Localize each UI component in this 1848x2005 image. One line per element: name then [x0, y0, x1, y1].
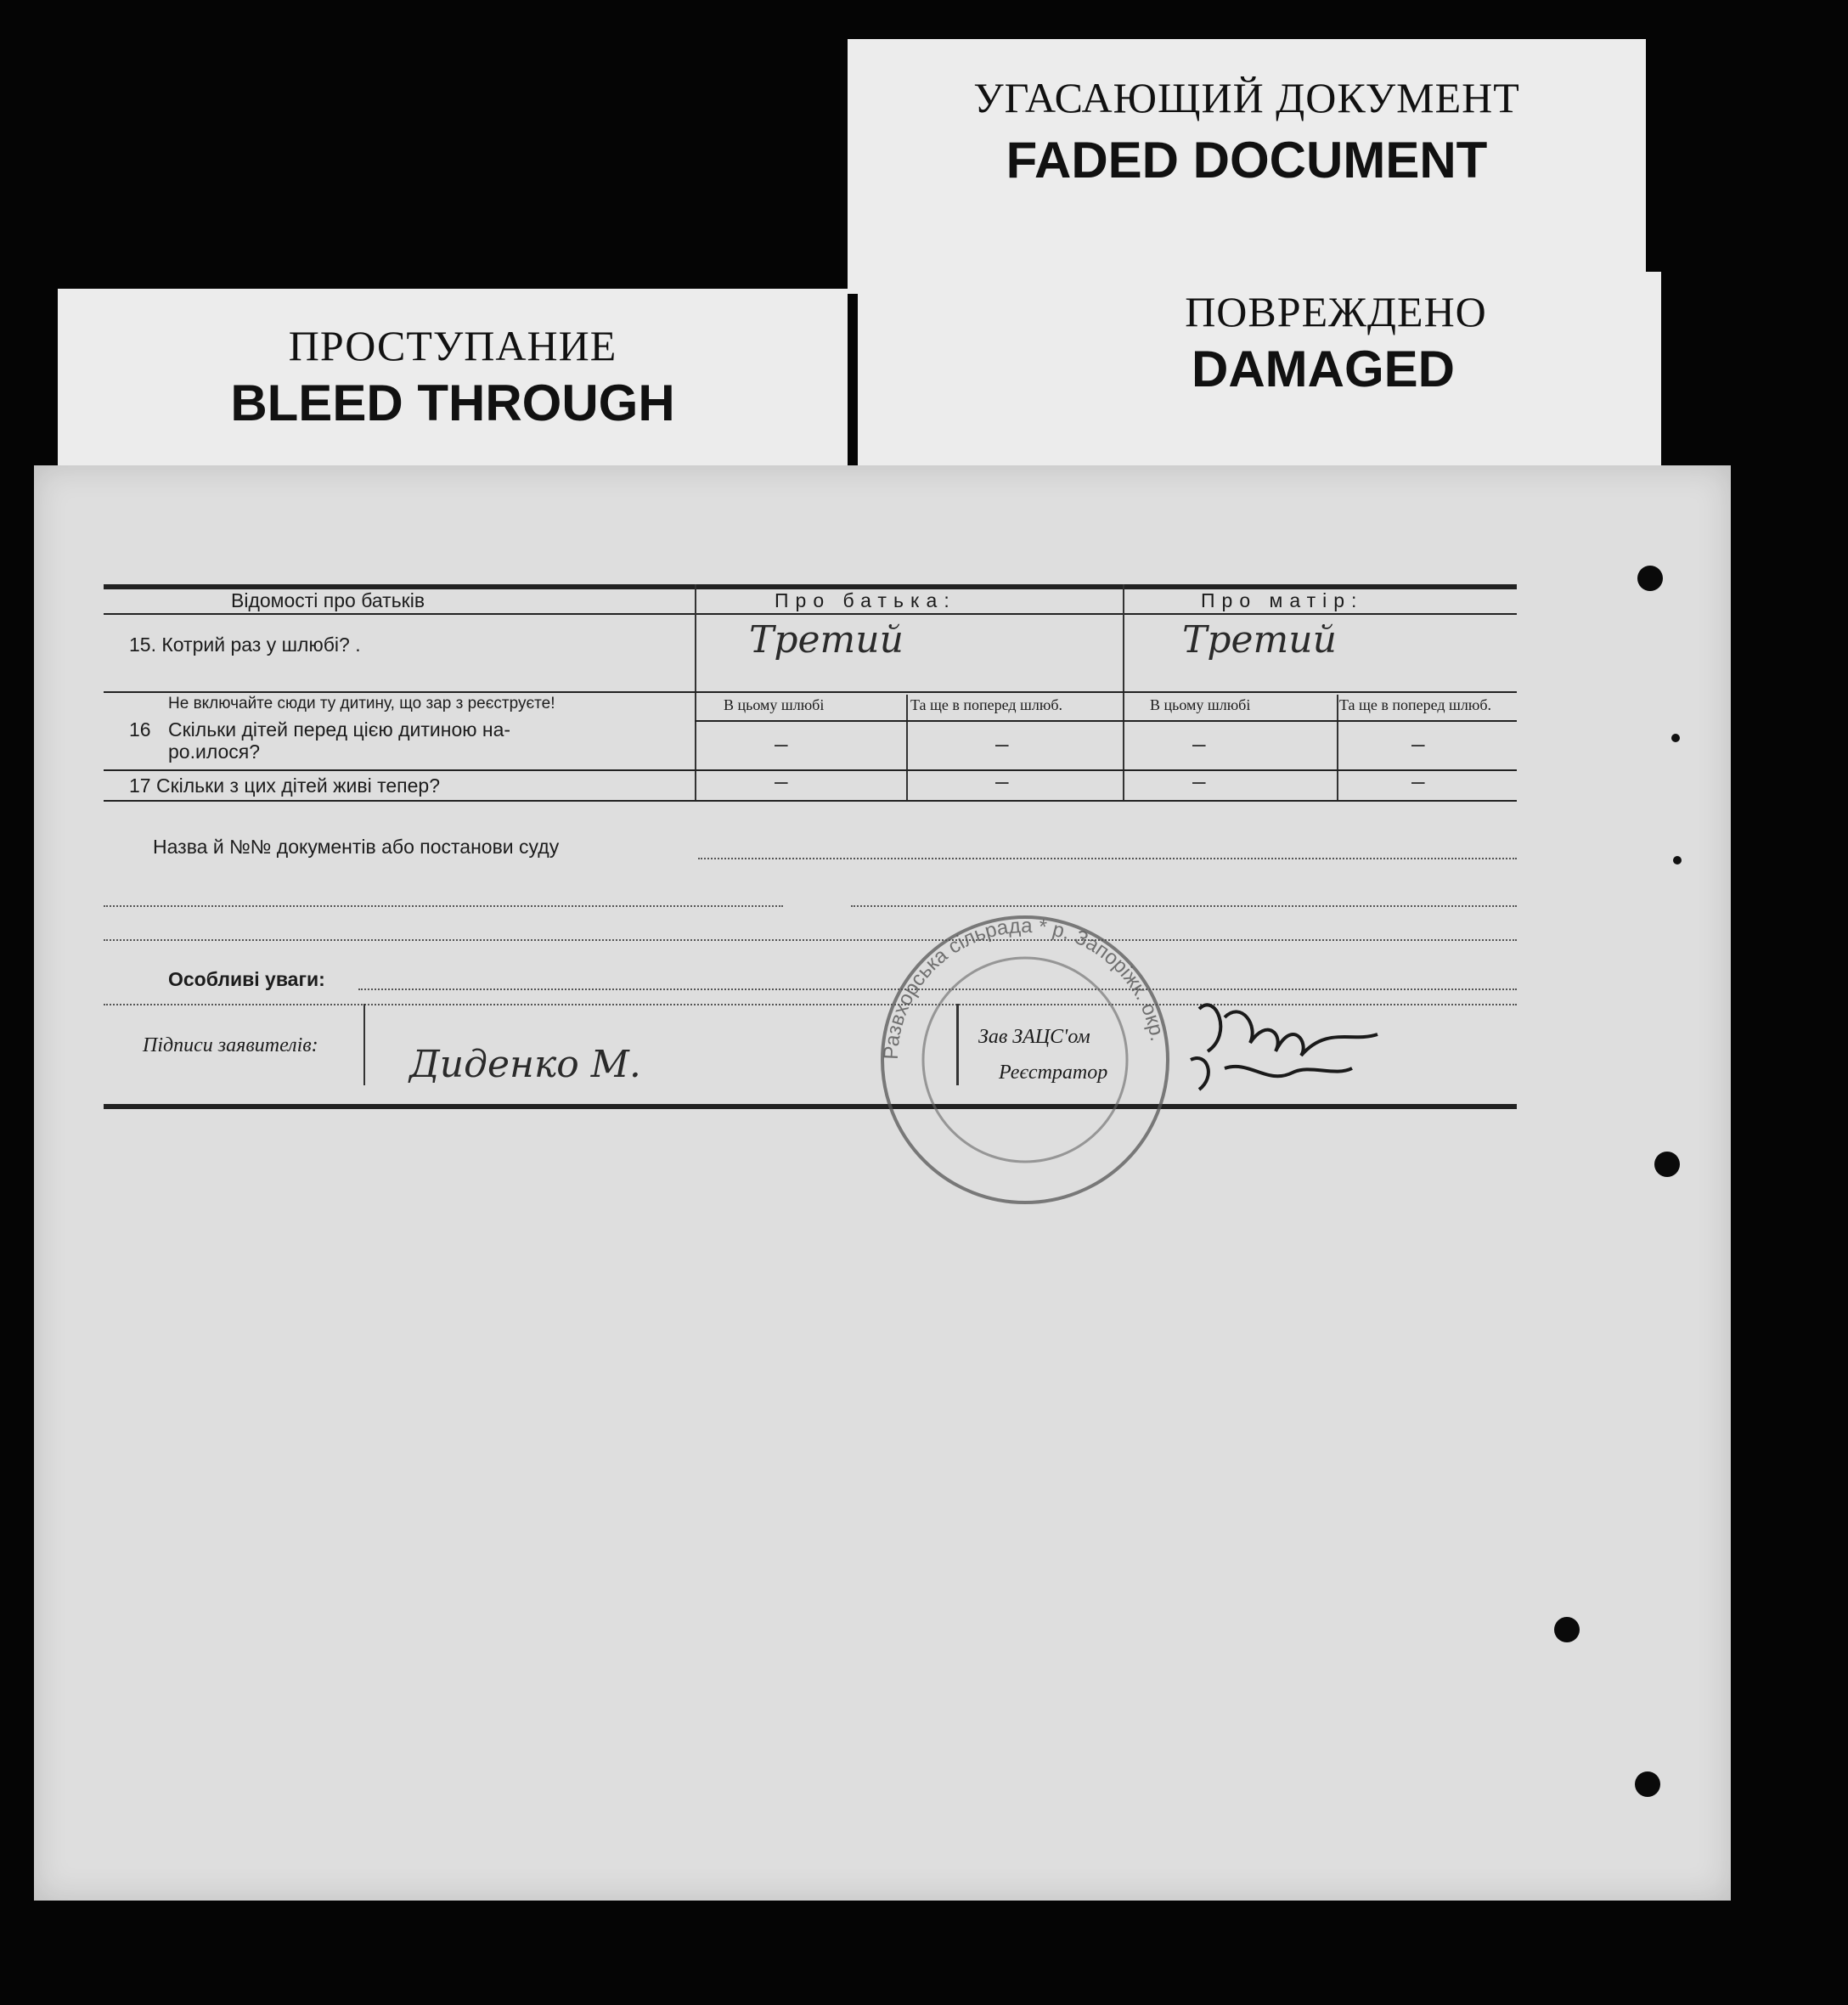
stamp-text: Развхорська сільрада * р. Запоріжк. окр. — [879, 914, 1169, 1061]
punch-hole — [1554, 1617, 1580, 1642]
mother-sub-this-marriage: В цьому шлюбі — [1150, 696, 1251, 713]
punch-hole — [1635, 1771, 1660, 1797]
margin-dot — [1673, 856, 1682, 865]
punch-hole — [1654, 1152, 1680, 1177]
father-children-prev: – — [995, 730, 1009, 757]
documents-label: Назва й №№ документів або постанови суду — [153, 836, 560, 858]
mother-living-this: – — [1192, 768, 1206, 794]
row17-label: 17 Скільки з цих дітей живі тепер? — [129, 774, 440, 797]
faded-label-ru: УГАСАЮЩИЙ ДОКУМЕНТ — [973, 74, 1520, 121]
head-registry-label: Зав ЗАЦС'ом — [978, 1026, 1090, 1048]
mother-marriage-count: Третий — [1182, 618, 1337, 662]
registrar-label: Реєстратор — [999, 1062, 1108, 1084]
father-sub-previous-marriage: Та ще в поперед шлюб. — [910, 696, 1062, 713]
header-col-parents: Відомості про батьків — [231, 589, 425, 611]
bleed-label-en: BLEED THROUGH — [230, 375, 675, 431]
applicant-signature: Диденко М. — [409, 1043, 641, 1086]
bleed-through-card — [58, 289, 848, 476]
mother-sub-previous-marriage: Та ще в поперед шлюб. — [1339, 696, 1491, 713]
signatures-label: Підписи заявителів: — [143, 1034, 318, 1056]
mother-living-prev: – — [1411, 768, 1425, 794]
father-living-this: – — [775, 768, 788, 794]
father-sub-this-marriage: В цьому шлюбі — [724, 696, 825, 713]
registrar-signature — [1182, 983, 1403, 1102]
margin-dot — [1671, 734, 1680, 742]
row16-label-line1: Скільки дітей перед цією дитиною на- — [168, 718, 511, 741]
mother-children-prev: – — [1411, 730, 1425, 757]
faded-document-card — [848, 39, 1646, 294]
damaged-card — [858, 272, 1661, 467]
header-col-father: Про батька: — [775, 589, 956, 611]
row16-label-line2: ро.илося? — [168, 741, 261, 763]
damaged-label-en: DAMAGED — [1192, 341, 1455, 397]
father-marriage-count: Третий — [749, 618, 904, 662]
row15-label: 15. Котрий раз у шлюбі? . — [129, 634, 361, 656]
bleed-label-ru: ПРОСТУПАНИЕ — [288, 322, 617, 369]
row16-num: 16 — [129, 718, 151, 741]
faded-label-en: FADED DOCUMENT — [1006, 132, 1488, 189]
document-sheet — [34, 465, 1731, 1901]
mother-children-this: – — [1192, 730, 1206, 757]
header-col-mother: Про матір: — [1201, 589, 1364, 611]
damaged-label-ru: ПОВРЕЖДЕНО — [1185, 288, 1487, 335]
row16-note: Не включайте сюди ту дитину, що зар з реєструєте! — [168, 695, 555, 712]
remarks-label: Особливі уваги: — [168, 968, 325, 990]
father-living-prev: – — [995, 768, 1009, 794]
registry-stamp — [868, 907, 1182, 1213]
father-children-this: – — [775, 730, 788, 757]
punch-hole — [1637, 566, 1663, 591]
